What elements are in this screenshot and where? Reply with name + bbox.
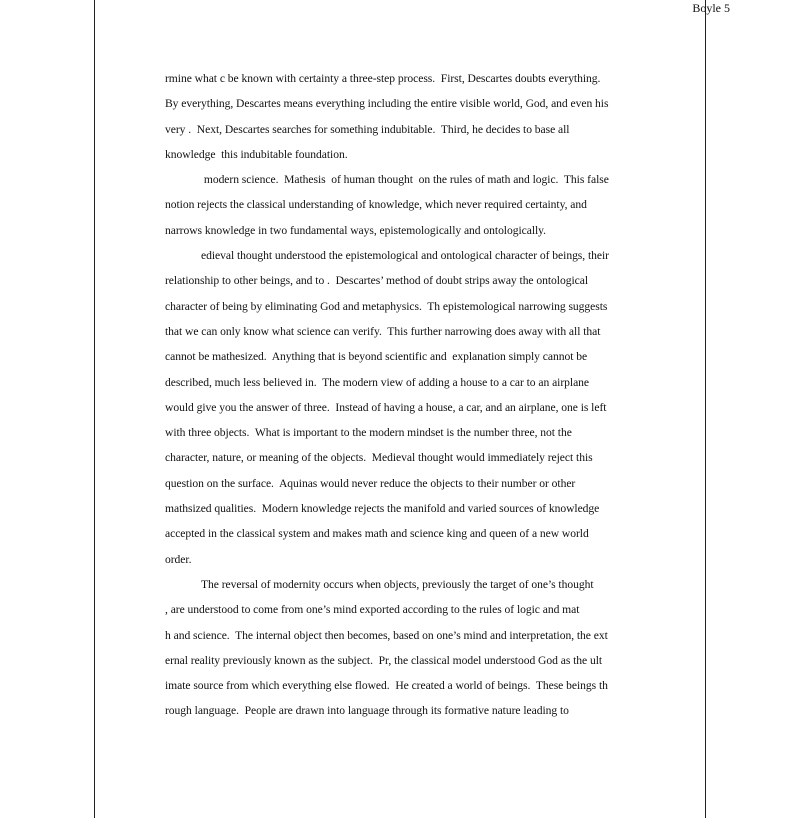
text-line: character, nature, or meaning of the objects. Medieval thought would immediately reject this: [165, 451, 593, 465]
text-line: h and science. The internal object then becomes, based on one’s mind and interpretation, the ext: [165, 628, 608, 642]
text-line: knowledge this indubitable foundation.: [165, 147, 348, 161]
text-line: relationship to other beings, and to . Descartes’ method of doubt strips away the ontological: [165, 274, 588, 288]
text-line: accepted in the classical system and makes math and science king and queen of a new world: [165, 527, 589, 541]
text-line: with three objects. What is important to the modern mindset is the number three, not the: [165, 426, 572, 440]
text-line: order.: [165, 552, 192, 566]
text-line: rough language. People are drawn into language through its formative nature leading to: [165, 704, 569, 718]
text-line: very . Next, Descartes searches for something indubitable. Third, he decides to base all: [165, 122, 570, 136]
text-line: ernal reality previously known as the subject. Pr, the classical model understood God as the ult: [165, 653, 603, 667]
text-line: that we can only know what science can verify. This further narrowing does away with all that: [165, 324, 601, 338]
running-head: Boyle 5: [692, 1, 730, 15]
text-line: would give you the answer of three. Instead of having a house, a car, and an airplane, one is left: [165, 400, 607, 414]
text-line: character of being by eliminating God and metaphysics. Th epistemological narrowing suggests: [165, 299, 608, 313]
text-line: modern science. Mathesis of human thought on the rules of math and logic. This false: [201, 173, 609, 187]
text-line: rmine what c be known with certainty a three-step process. First, Descartes doubts everything.: [165, 72, 601, 85]
body-text: [165, 70, 645, 728]
text-line: , are understood to come from one’s mind exported according to the rules of logic and mat: [165, 603, 580, 617]
text-line: cannot be mathesized. Anything that is beyond scientific and explanation simply cannot be: [165, 350, 588, 364]
text-line: edieval thought understood the epistemological and ontological character of beings, their: [201, 249, 609, 263]
text-line: mathsized qualities. Modern knowledge rejects the manifold and varied sources of knowledge: [165, 502, 600, 516]
text-line: narrows knowledge in two fundamental ways, epistemologically and ontologically.: [165, 223, 547, 237]
text-line: The reversal of modernity occurs when objects, previously the target of one’s thought: [201, 577, 594, 591]
text-line: notion rejects the classical understanding of knowledge, which never required certainty, and: [165, 198, 587, 212]
text-line: question on the surface. Aquinas would never reduce the objects to their number or other: [165, 476, 576, 490]
text-line: imate source from which everything else flowed. He created a world of beings. These beings th: [165, 679, 608, 693]
text-line: By everything, Descartes means everything including the entire visible world, God, and even his: [165, 97, 609, 111]
text-line: described, much less believed in. The modern view of adding a house to a car to an airplane: [165, 375, 590, 389]
